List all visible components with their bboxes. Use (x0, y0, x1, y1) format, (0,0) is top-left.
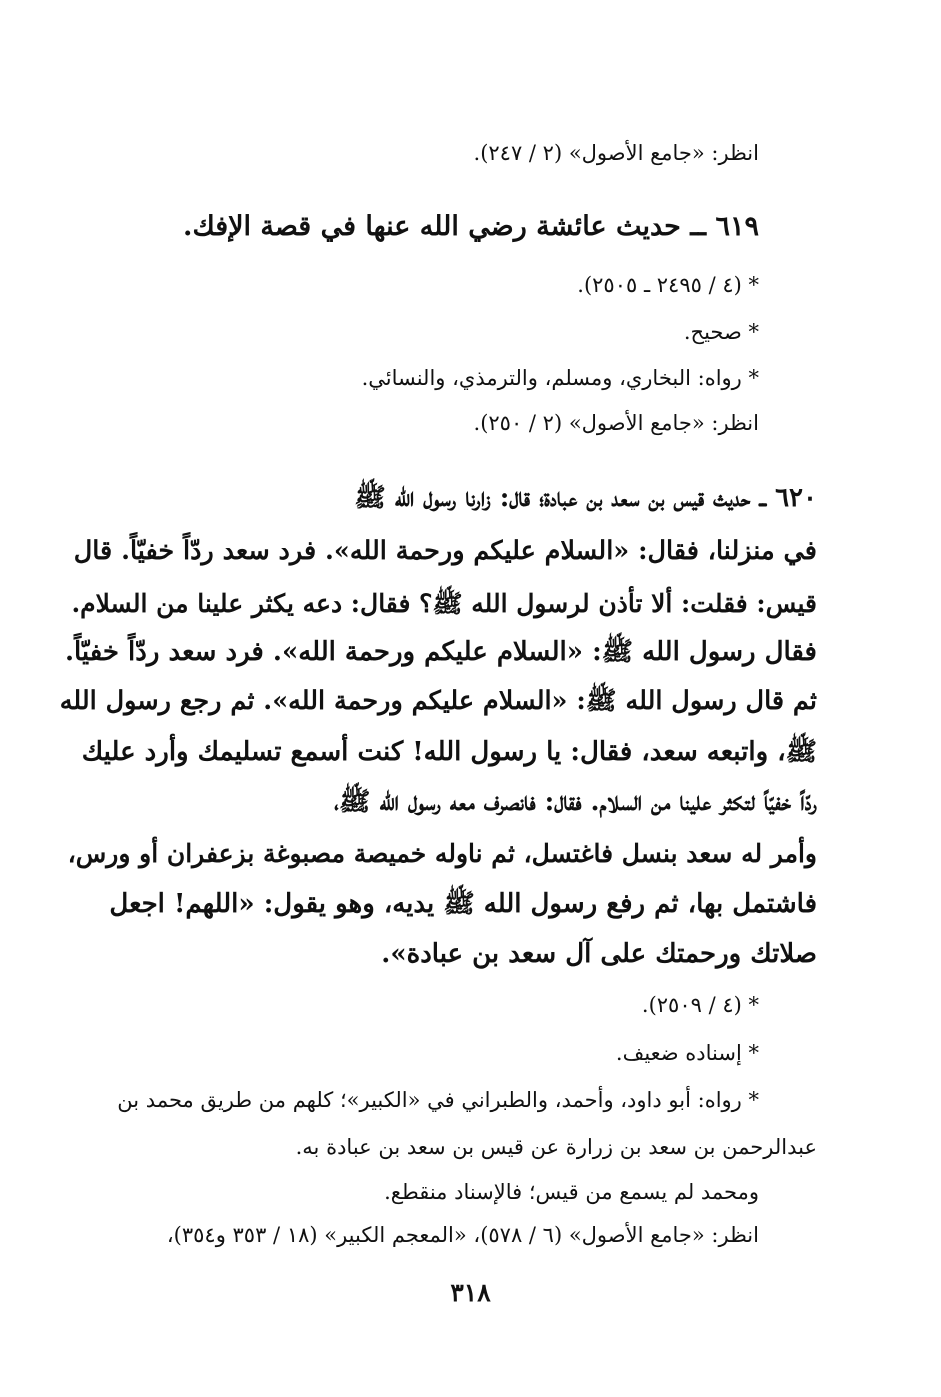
hadith-620-line-10: صلاتك ورحمتك على آل سعد بن عبادة». (381, 939, 817, 969)
hadith-620-ref: انظر: «جامع الأصول» (٦ / ٥٧٨)، «المعجم الكبير» (١٨ / ٣٥٣ و٣٥٤)، (166, 1223, 759, 1247)
hadith-620-line-5: ثم قال رسول الله ﷺ: «السلام عليكم ورحمة الله». ثم رجع رسول الله (59, 686, 817, 716)
hadith-620-line-2: في منزلنا، فقال: «السلام عليكم ورحمة الله». فرد سعد ردّاً خفيّاً. قال (73, 536, 817, 566)
hadith-619-heading: ٦١٩ ــ حديث عائشة رضي الله عنها في قصة الإفك. (183, 211, 759, 242)
hadith-620-line-1: ٦٢٠ ــ حديث قيس بن سعد بن عبادة؛ قال: زارنا رسول الله ﷺ (354, 483, 817, 513)
hadith-619-volume-ref: * (٤ / ٢٤٩٥ ـ ٢٥٠٥). (577, 273, 759, 297)
hadith-620-line-6: ﷺ، واتبعه سعد، فقال: يا رسول الله! كنت أسمع تسليمك وأرد عليك (81, 737, 817, 767)
hadith-620-line-4: فقال رسول الله ﷺ: «السلام عليكم ورحمة الله». فرد سعد ردّاً خفيّاً. (64, 637, 817, 667)
hadith-620-volume-ref: * (٤ / ٢٥٠٩). (641, 993, 759, 1017)
hadith-619-narrators: * رواه: البخاري، ومسلم، والترمذي، والنسائي. (361, 366, 759, 390)
hadith-620-narrators-1: * رواه: أبو داود، وأحمد، والطبراني في «الكبير»؛ كلهم من طريق محمد بن (117, 1088, 759, 1112)
hadith-620-line-9: فاشتمل بها، ثم رفع رسول الله ﷺ يديه، وهو يقول: «اللهم! اجعل (109, 889, 817, 919)
page-number: ٣١٨ (450, 1278, 491, 1307)
hadith-620-narrators-2: عبدالرحمن بن سعد بن زرارة عن قيس بن سعد بن عبادة به. (295, 1135, 817, 1159)
hadith-620-line-3: قيس: فقلت: ألا تأذن لرسول الله ﷺ؟ فقال: دعه يكثر علينا من السلام. (71, 589, 817, 618)
ref-line-247: انظر: «جامع الأصول» (٢ / ٢٤٧). (473, 141, 759, 165)
ref-line-250: انظر: «جامع الأصول» (٢ / ٢٥٠). (473, 411, 759, 435)
hadith-620-grade: * إسناده ضعيف. (615, 1041, 759, 1065)
hadith-620-note: ومحمد لم يسمع من قيس؛ فالإسناد منقطع. (384, 1180, 759, 1204)
hadith-620-line-7: ردّاً خفيّاً لتكثر علينا من السلام. فقال: فانصرف معه رسول الله ﷺ، (334, 787, 817, 817)
hadith-619-grade: * صحيح. (683, 320, 759, 344)
hadith-620-line-8: وأمر له سعد بنسل فاغتسل، ثم ناوله خميصة مصبوغة بزعفران أو ورس، (67, 839, 817, 868)
